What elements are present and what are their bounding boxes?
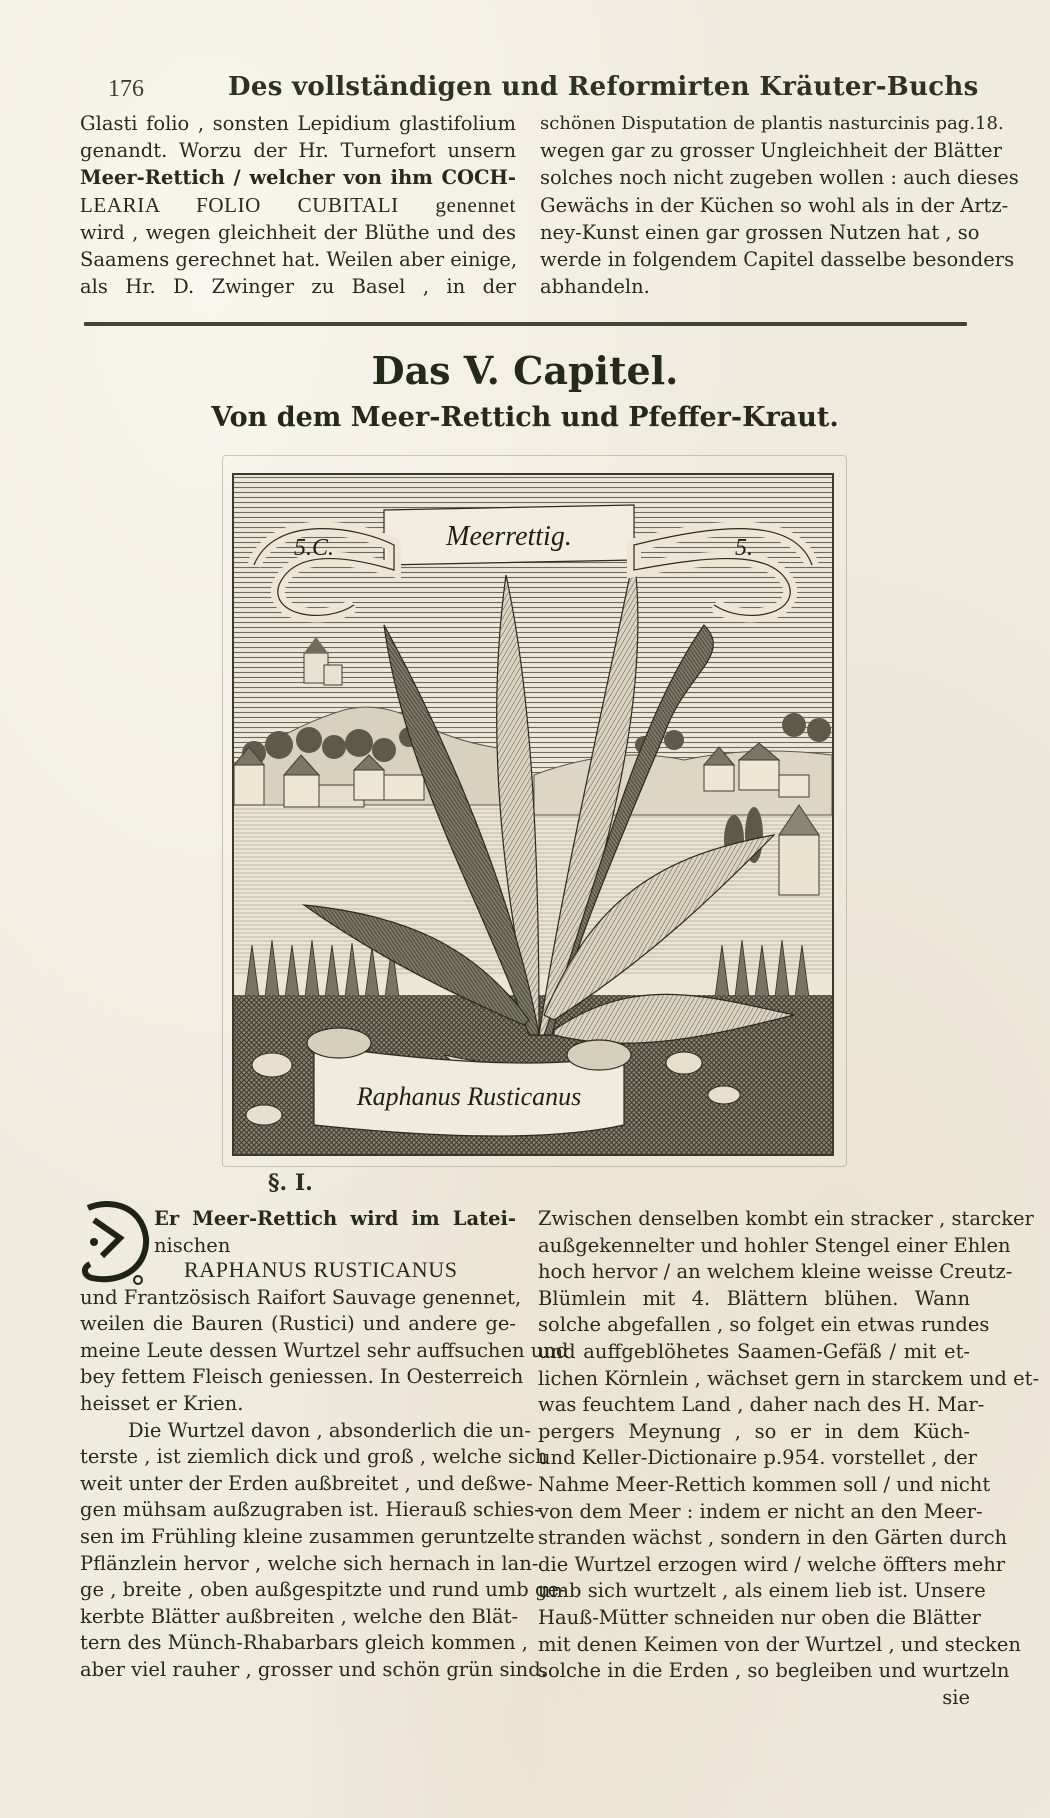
text-line: wegen gar zu grosser Ungleichheit der Blätter xyxy=(540,139,1002,163)
text-line: und auffgeblöhetes Saamen-Gefäß / mit et- xyxy=(538,1339,970,1363)
text-line: Saamens gerechnet hat. Weilen aber einige, xyxy=(80,247,518,271)
section-mark: §. I. xyxy=(268,1170,313,1196)
text-line: Blümlein mit 4. Blättern blühen. Wann xyxy=(538,1286,970,1310)
text-line: heisset er Krien. xyxy=(80,1391,244,1415)
text-line: schönen Disputation de plantis nasturcinis pag.18. xyxy=(540,113,1004,134)
text-line: Glasti folio , sonsten Lepidium glastifolium xyxy=(80,112,516,135)
text-line: nischen xyxy=(154,1233,231,1257)
text-line: LEARIA FOLIO CUBITALI genennet xyxy=(80,192,516,217)
text-line: kerbte Blätter außbreiten , welche den Blät- xyxy=(80,1604,519,1628)
text-line: terste , ist ziemlich dick und groß , welche sich xyxy=(80,1445,548,1469)
bottom-right-column xyxy=(538,1206,1040,1711)
text-line: wird , wegen gleichheit der Blüthe und des xyxy=(80,220,516,244)
horizontal-rule xyxy=(84,322,967,326)
text-line: aber viel rauher , grosser und schön grün sind. xyxy=(80,1657,547,1681)
top-left-column xyxy=(80,110,516,300)
text-line: ney-Kunst einen gar grossen Nutzen hat , so xyxy=(540,220,980,244)
text-line: solches noch nicht zugeben wollen : auch dieses xyxy=(540,166,1019,190)
text-line: gen mühsam außzugraben ist. Hierauß schies- xyxy=(80,1498,541,1522)
text-line: solche in die Erden , so begleiben und wurtzeln xyxy=(538,1659,1010,1683)
text-line: weit unter der Erden außbreitet , und deßwe- xyxy=(80,1471,533,1495)
top-right-column xyxy=(540,110,1019,300)
text-line: tern des Münch-Rhabarbars gleich kommen , xyxy=(80,1631,528,1655)
text-line: meine Leute dessen Wurtzel sehr auffsuchen und xyxy=(80,1338,569,1362)
text-line: lichen Körnlein , wächset gern in starckem und et- xyxy=(538,1366,1040,1390)
text-line: solche abgefallen , so folget ein etwas rundes xyxy=(538,1313,990,1337)
text-line: außgekennelter und hohler Stengel einer Ehlen xyxy=(538,1233,1011,1257)
text-line: Zwischen denselben kombt ein stracker , starcker xyxy=(538,1207,1034,1230)
text-line: Meer-Rettich / welcher von ihm COCH- xyxy=(80,166,516,190)
banner-bottom-label: Raphanus Rusticanus xyxy=(356,1082,582,1111)
engraving-illustration xyxy=(232,473,834,1156)
text-line: pergers Meynung , so er in dem Küch- xyxy=(538,1419,970,1443)
text-line: stranden wächst , sondern in den Gärten durch xyxy=(538,1526,1008,1550)
text-line: weilen die Bauren (Rustici) und andere ge- xyxy=(80,1312,516,1336)
page-number: 176 xyxy=(108,76,144,102)
text-line: umb sich wurtzelt , als einem lieb ist. Unsere xyxy=(538,1579,986,1603)
text-line: und Keller-Dictionaire p.954. vorstellet , der xyxy=(538,1446,977,1470)
bottom-left-column xyxy=(80,1206,569,1684)
text-line: bey fettem Fleisch geniessen. In Oesterreich xyxy=(80,1365,524,1389)
text-line: Die Wurtzel davon , absonderlich die un- xyxy=(128,1418,531,1442)
text-line: Pflänzlein hervor , welche sich hernach in lan- xyxy=(80,1551,539,1575)
text-line: was feuchtem Land , daher nach des H. Mar- xyxy=(538,1393,985,1417)
plate-label-left: 5.C. xyxy=(293,535,335,561)
text-line: Gewächs in der Küchen so wohl als in der Artz- xyxy=(540,193,1009,217)
text-line: Er Meer-Rettich wird im Latei- xyxy=(154,1207,516,1230)
text-line: RAPHANUS RUSTICANUS xyxy=(184,1256,458,1282)
text-line: ge , breite , oben außgespitzte und rund umb ge- xyxy=(80,1578,566,1602)
text-line: abhandeln. xyxy=(540,275,650,299)
catchword: sie xyxy=(942,1685,970,1709)
banner-top-label: Meerrettig. xyxy=(446,521,572,552)
text-line: die Wurtzel erzogen wird / welche öffters mehr xyxy=(538,1552,1006,1576)
text-line: und Frantzösisch Raifort Sauvage genennet, xyxy=(80,1285,522,1309)
text-line: Nahme Meer-Rettich kommen soll / und nicht xyxy=(538,1472,991,1496)
plate-label-right: 5. xyxy=(735,535,753,561)
chapter-title: Das V. Capitel. xyxy=(371,348,679,393)
text-line: von dem Meer : indem er nicht an den Meer- xyxy=(538,1499,983,1523)
text-line: sen im Frühling kleine zusammen geruntzelte xyxy=(80,1524,535,1548)
chapter-subtitle: Von dem Meer-Rettich und Pfeffer-Kraut. xyxy=(211,402,839,433)
text-line: Hauß-Mütter schneiden nur oben die Blätter xyxy=(538,1605,982,1629)
text-line: mit denen Keimen von der Wurtzel , und stecken xyxy=(538,1632,1021,1656)
text-line: hoch hervor / an welchem kleine weisse Creutz- xyxy=(538,1260,1013,1284)
text-line: genandt. Worzu der Hr. Turnefort unsern xyxy=(80,139,516,163)
text-line: als Hr. D. Zwinger zu Basel , in der xyxy=(80,275,516,299)
running-title: Des vollständigen und Reformirten Kräuter-Buchs xyxy=(228,72,979,102)
text-line: werde in folgendem Capitel dasselbe besonders xyxy=(540,247,1015,271)
